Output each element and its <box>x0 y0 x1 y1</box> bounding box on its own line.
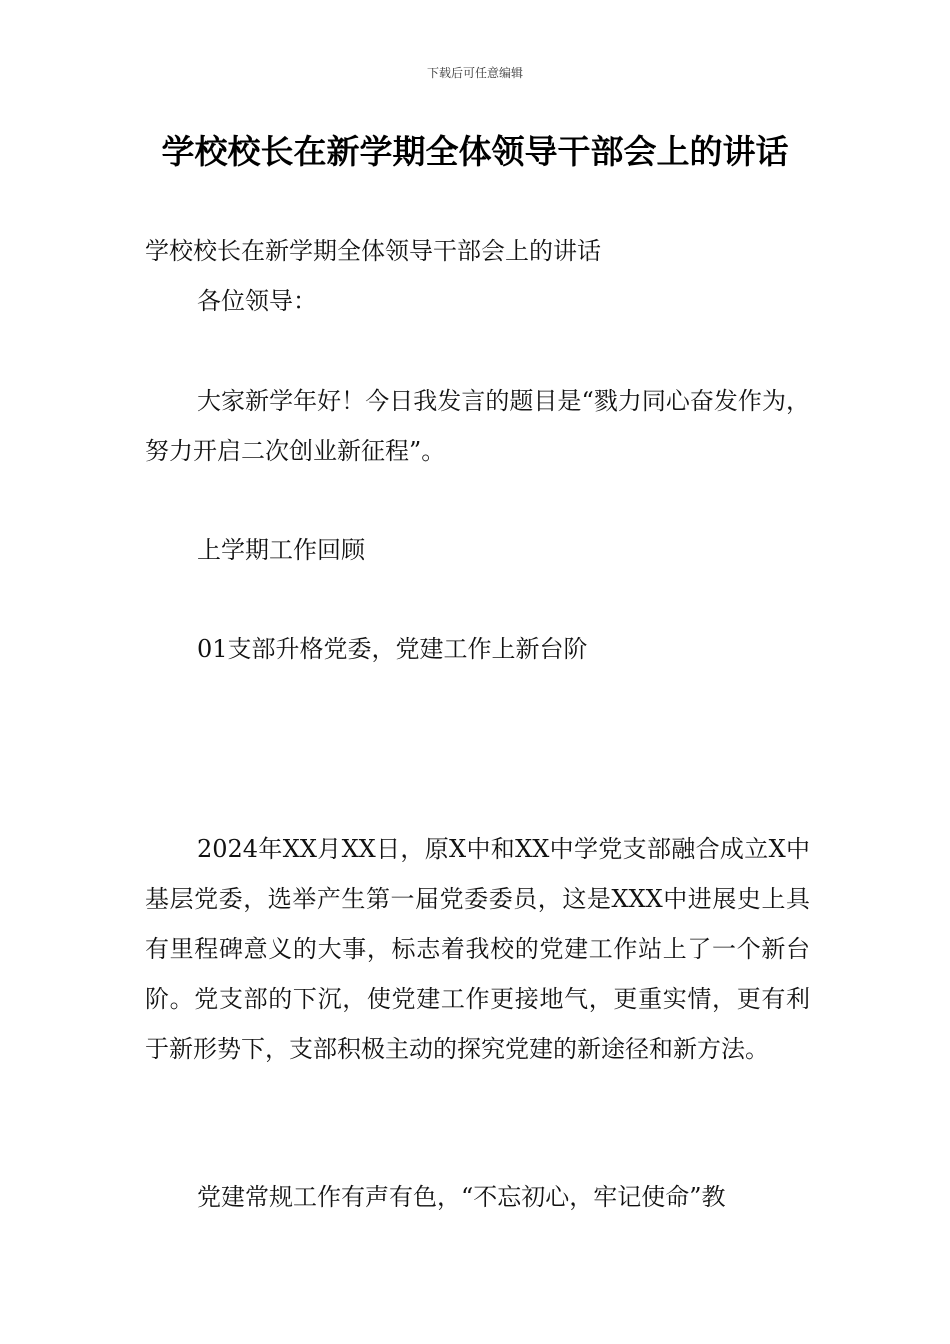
paragraph-greeting: 大家新学年好！今日我发言的题目是“戮力同心奋发作为，努力开启二次创业新征程”。 <box>145 387 810 465</box>
document-subtitle: 学校校长在新学期全体领导干部会上的讲话 <box>145 237 601 265</box>
salutation: 各位领导： <box>197 287 317 315</box>
section-heading: 上学期工作回顾 <box>197 536 365 564</box>
paragraph-body-continued: 党建常规工作有声有色，“不忘初心，牢记使命”教 <box>197 1183 726 1211</box>
item-heading: 01支部升格党委，党建工作上新台阶 <box>197 635 588 663</box>
paragraph-body: 2024年XX月XX日，原X中和XX中学党支部融合成立X中基层党委，选举产生第一届党委委员，这是XXX中进展史上具有里程碑意义的大事，标志着我校的党建工作站上了一个新台阶。党支部的下沉，使党建工作更接地气，更重实情，更有利于新形势下，支部积极主动的探究党建的新途径和新方法。 <box>145 835 810 1063</box>
header-note: 下载后可任意编辑 <box>426 66 523 80</box>
document-title: 学校校长在新学期全体领导干部会上的讲话 <box>161 132 789 171</box>
